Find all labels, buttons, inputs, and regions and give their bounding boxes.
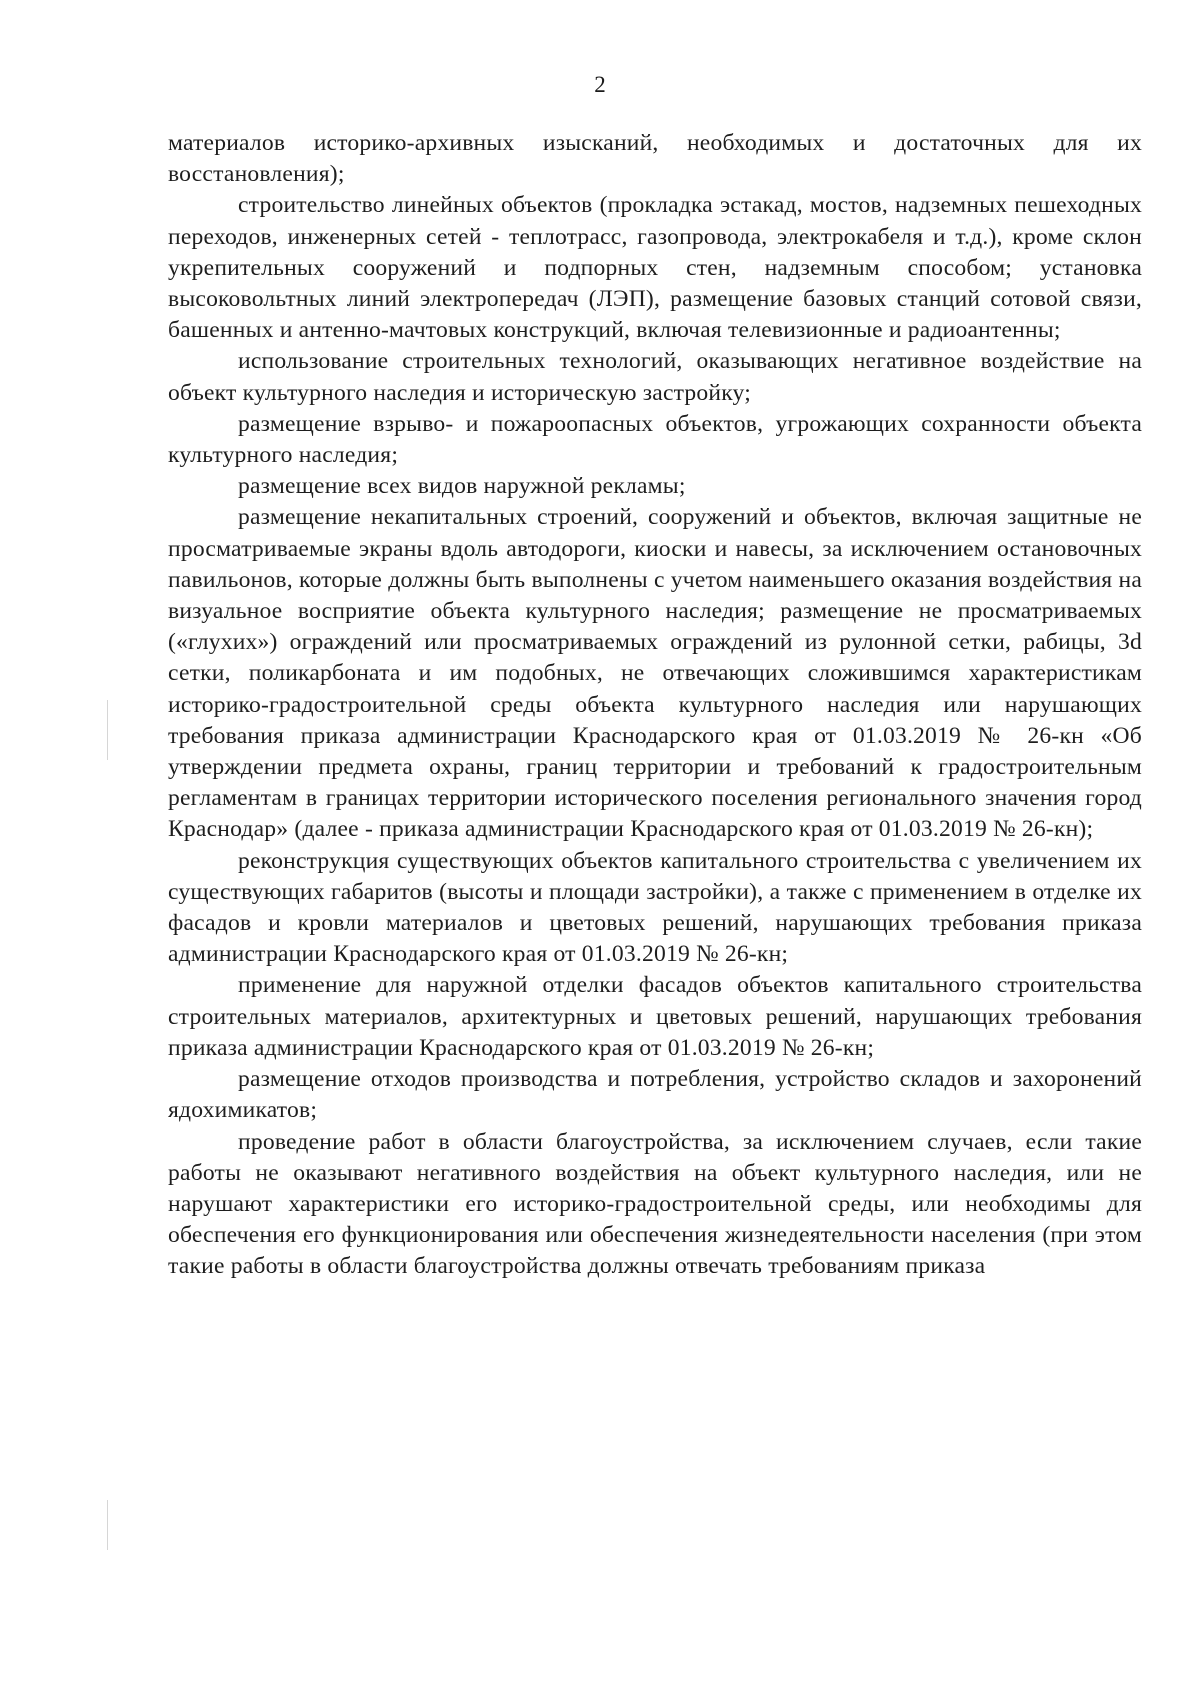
paragraph: строительство линейных объектов (прокладка эстакад, мостов, надземных пешеходных переходов, инженерных сетей - теплотрасс, газопровода, электрокабеля и т.д.), кроме склон укрепительных сооружений и подпорных стен, надземным способом; установка высоковольтных линий электропередач (ЛЭП), размещение базовых станций сотовой связи, башенных и антенно-мачтовых конструкций, включая телевизионные и радиоантенны; [168,192,1142,344]
paragraph: размещение отходов производства и потребления, устройство складов и захоронений ядохимикатов; [168,1066,1142,1124]
paragraph: материалов историко-архивных изысканий, необходимых и достаточных для их восстановления); [168,130,1142,188]
document-body [168,128,1142,1283]
paragraph: использование строительных технологий, оказывающих негативное воздействие на объект культурного наследия и историческую застройку; [168,348,1142,406]
paragraph: проведение работ в области благоустройства, за исключением случаев, если такие работы не оказывают негативного воздействия на объект культурного наследия, или не нарушают характеристики его историко-градостроительной среды, или необходимы для обеспечения его функционирования или обеспечения жизнедеятельности населения (при этом такие работы в области благоустройства должны отвечать требованиям приказа [168,1128,1142,1280]
paragraph: применение для наружной отделки фасадов объектов капитального строительства строительных материалов, архитектурных и цветовых решений, нарушающих требования приказа администрации Краснодарского края от 01.03.2019 № 26-кн; [168,972,1142,1061]
paragraph: размещение некапитальных строений, сооружений и объектов, включая защитные не просматриваемые экраны вдоль автодороги, киоски и навесы, за исключением остановочных павильонов, которые должны быть выполнены с учетом наименьшего оказания воздействия на визуальное восприятие объекта культурного наследия; размещение не просматриваемых («глухих») ограждений или просматриваемых ограждений из рулонной сетки, рабицы, 3d сетки, поликарбоната и им подобных, не отвечающих сложившимся характеристикам историко-градостроительной среды объекта культурного наследия или нарушающих требования приказа администрации Краснодарского края от 01.03.2019 № 26-кн «Об утверждении предмета охраны, границ территории и требований к градостроительным регламентам в границах территории исторического поселения регионального значения город Краснодар» (далее - приказа администрации Краснодарского края от 01.03.2019 № 26-кн); [168,504,1142,843]
scan-artifact-line [107,1500,108,1550]
paragraph: размещение всех видов наружной рекламы; [238,473,686,500]
paragraph: реконструкция существующих объектов капитального строительства с увеличением их существующих габаритов (высоты и площади застройки), а также с применением в отделке их фасадов и кровли материалов и цветовых решений, нарушающих требования приказа администрации Краснодарского края от 01.03.2019 № 26-кн; [168,847,1142,968]
page-number: 2 [594,72,606,97]
scan-artifact-line [107,700,108,760]
paragraph: размещение взрыво- и пожароопасных объектов, угрожающих сохранности объекта культурного наследия; [168,410,1142,469]
